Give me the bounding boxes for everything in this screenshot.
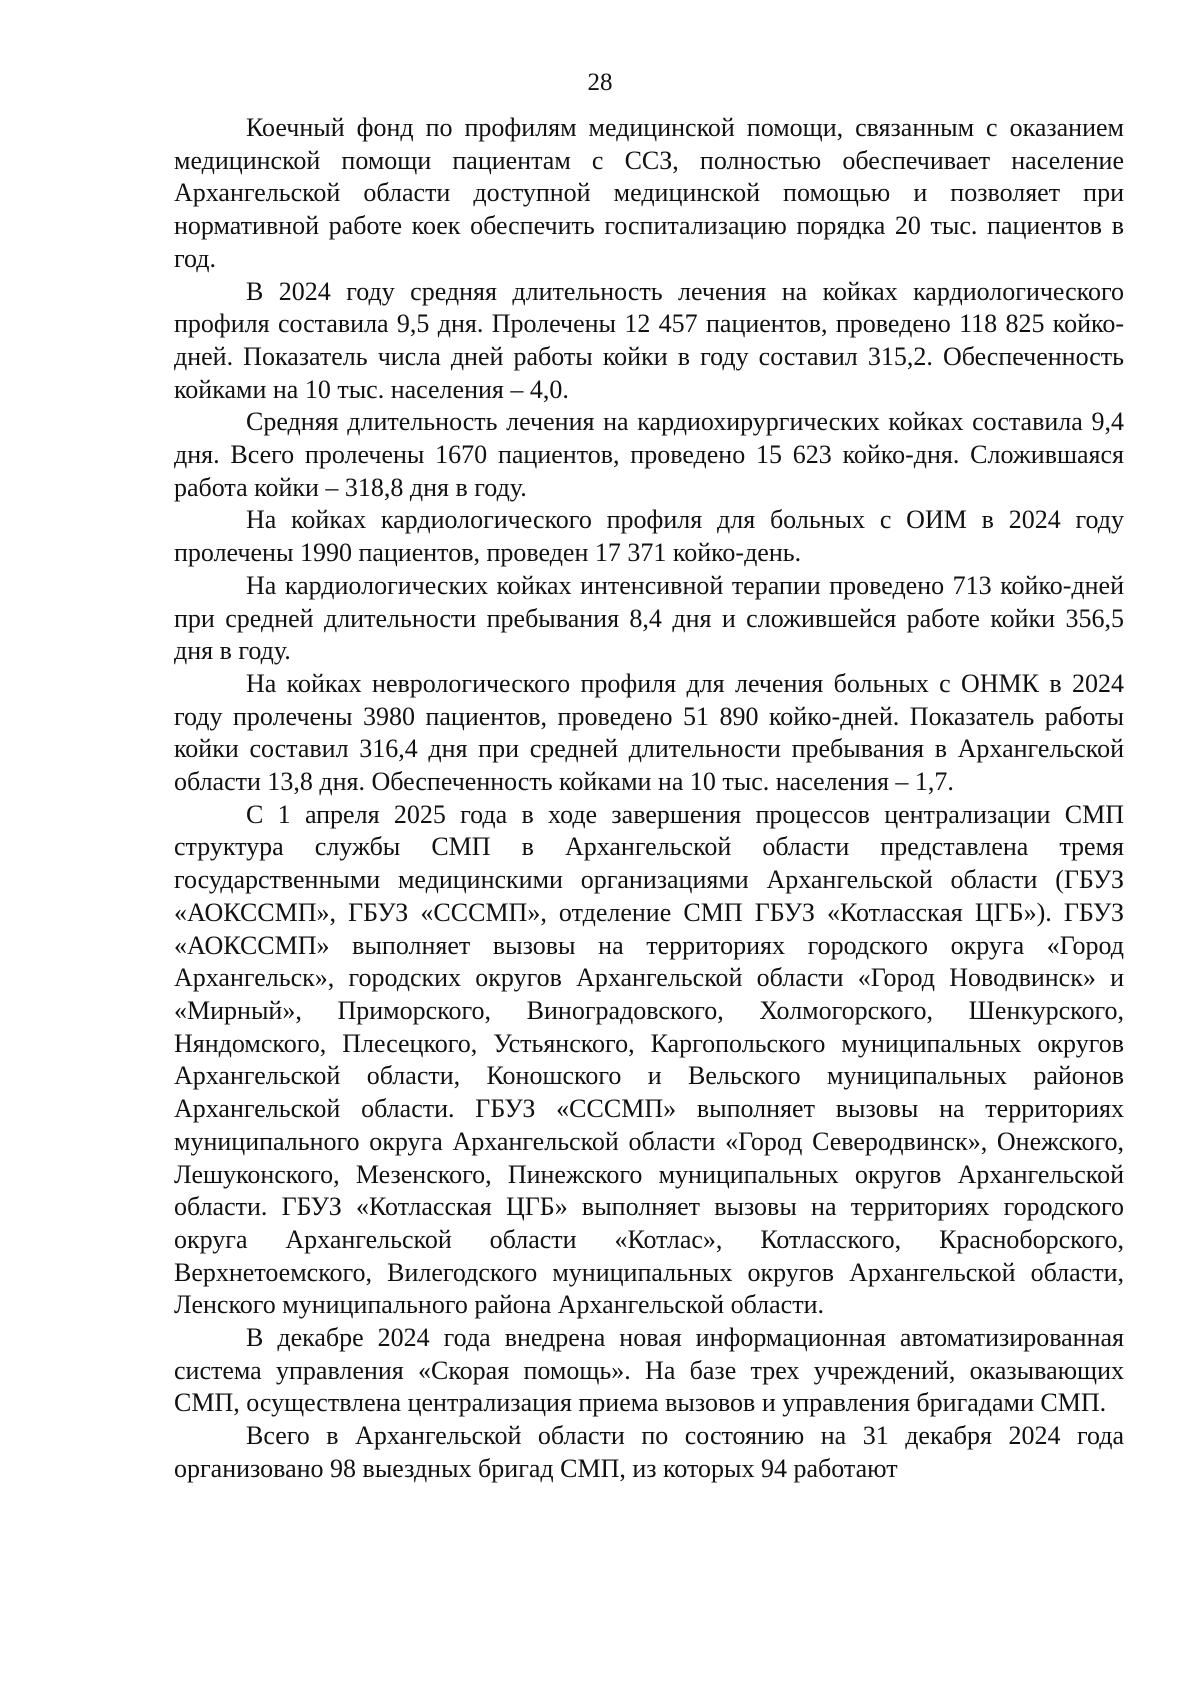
paragraph-ems-information-system: В декабре 2024 года внедрена новая информационная автоматизированная система управления «Скорая помощь». На базе трех учреждений, оказывающих СМП, осуществлена централизация приема вызовов и управления бригадами СМП.	[174, 1323, 1124, 1418]
page-number: 28	[587, 69, 613, 96]
document-body	[174, 112, 1124, 1486]
paragraph-acute-mi-beds: На койках кардиологического профиля для больных с ОИМ в 2024 году пролечены 1990 пациентов, проведен 17 371 койко-день.	[174, 505, 1124, 568]
paragraph-ems-teams: Всего в Архангельской области по состоянию на 31 декабря 2024 года организовано 98 выездных бригад СМП, из которых 94 работают	[174, 1421, 1124, 1483]
paragraph-ems-structure: С 1 апреля 2025 года в ходе завершения процессов централизации СМП структура службы СМП в Архангельской области представлена тремя государственными медицинскими организациями Архангельской области (ГБУЗ «АОКССМП», ГБУЗ «СССМП», отделение СМП ГБУЗ «Котласская ЦГБ»). ГБУЗ «АОКССМП» выполняет вызовы на территориях городского округа «Город Архангельск», городских округов Архангельской области «Город Новодвинск» и «Мирный», Приморского, Виноградовского, Холмогорского, Шенкурского, Няндомского, Плесецкого, Устьянского, Каргопольского муниципальных округов Архангельской области, Коношского и Вельского муниципальных районов Архангельской области. ГБУЗ «СССМП» выполняет вызовы на территориях муниципального округа Архангельской области «Город Северодвинск», Онежского, Лешуконского, Мезенского, Пинежского муниципальных округов Архангельской области. ГБУЗ «Котласская ЦГБ» выполняет вызовы на территориях городского округа Архангельской области «Котлас», Котласского, Красноборского, Верхнетоемского, Вилегодского муниципальных округов Архангельской области, Ленского муниципального района Архангельской области.	[174, 799, 1124, 1320]
paragraph-bed-fund: Коечный фонд по профилям медицинской помощи, связанным с оказанием медицинской помощи пациентам с ССЗ, полностью обеспечивает население Архангельской области доступной медицинской помощью и позволяет при нормативной работе коек обеспечить госпитализацию порядка 20 тыс. пациентов в год.	[174, 113, 1124, 273]
paragraph-cardiosurgery-beds: Средняя длительность лечения на кардиохирургических койках составила 9,4 дня. Всего пролечены 1670 пациентов, проведено 15 623 койко-дня. Сложившаяся работа койки – 318,8 дня в году.	[174, 407, 1124, 502]
paragraph-stroke-beds: На койках неврологического профиля для лечения больных с ОНМК в 2024 году пролечены 3980 пациентов, проведено 51 890 койко-дней. Показатель работы койки составил 316,4 дня при средней длительности пребывания в Архангельской области 13,8 дня. Обеспеченность койками на 10 тыс. населения – 1,7.	[174, 668, 1124, 797]
paragraph-intensive-care-beds: На кардиологических койках интенсивной терапии проведено 713 койко-дней при средней длительности пребывания 8,4 дня и сложившейся работе койки 356,5 дня в году.	[174, 570, 1124, 666]
paragraph-cardiology-beds-2024: В 2024 году средняя длительность лечения на койках кардиологического профиля составила 9,5 дня. Пролечены 12 457 пациентов, проведено 118 825 койко-дней. Показатель числа дней работы койки в году составил 315,2. Обеспеченность койками на 10 тыс. населения – 4,0.	[174, 276, 1124, 404]
